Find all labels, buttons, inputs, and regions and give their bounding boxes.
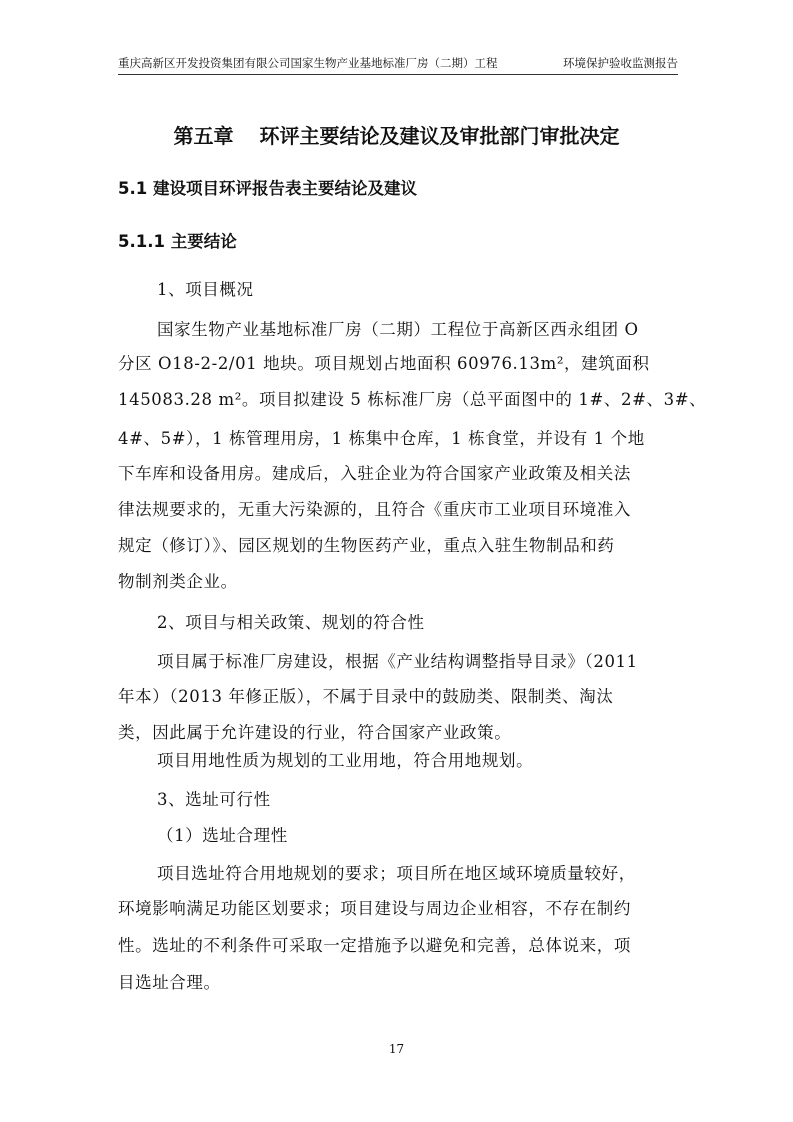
body-line: 1、项目概况 <box>157 280 254 299</box>
body-line: 下车库和设备用房。建成后，入驻企业为符合国家产业政策及相关法 <box>118 464 631 483</box>
body-line: 律法规要求的，无重大污染源的，且符合《重庆市工业项目环境准入 <box>118 500 631 519</box>
body-line: 145083.28 m²。项目拟建设 5 栋标准厂房（总平面图中的 1#、2#、3#、 <box>118 390 707 409</box>
body-line: 物制剂类企业。 <box>118 572 238 591</box>
chapter-title: 环评主要结论及建议及审批部门审批决定 <box>259 124 620 148</box>
body-line: 项目用地性质为规划的工业用地，符合用地规划。 <box>157 751 534 770</box>
section-heading: 5.1 建设项目环评报告表主要结论及建议 <box>118 179 417 198</box>
subsection-heading: 5.1.1 主要结论 <box>118 232 237 251</box>
body-line: 类，因此属于允许建设的行业，符合国家产业政策。 <box>118 723 512 742</box>
body-line: 年本）（2013 年修正版），不属于目录中的鼓励类、限制类、淘汰 <box>118 687 614 706</box>
page-number: 17 <box>388 1042 405 1056</box>
body-line: 3、选址可行性 <box>157 790 271 809</box>
body-line: 项目属于标准厂房建设，根据《产业结构调整指导目录》（2011 <box>157 652 638 671</box>
body-line: 国家生物产业基地标准厂房（二期）工程位于高新区西永组团 O <box>157 320 639 339</box>
body-line: 2、项目与相关政策、规划的符合性 <box>157 613 425 632</box>
body-line: 目选址合理。 <box>118 973 221 992</box>
chapter-number: 第五章 <box>173 124 234 148</box>
header-project-name: 重庆高新区开发投资集团有限公司国家生物产业基地标准厂房（二期）工程 <box>118 56 498 70</box>
body-line: 4#、5#），1 栋管理用房，1 栋集中仓库，1 栋食堂，并设有 1 个地 <box>118 429 645 448</box>
body-line: 环境影响满足功能区划要求；项目建设与周边企业相容，不存在制约 <box>118 899 631 918</box>
header-report-name: 环境保护验收监测报告 <box>563 56 678 70</box>
body-line: 性。选址的不利条件可采取一定措施予以避免和完善，总体说来，项 <box>118 936 631 955</box>
body-line: 规定（修订）》、园区规划的生物医药产业，重点入驻生物制品和药 <box>118 536 615 555</box>
body-line: 分区 O18-2-2/01 地块。项目规划占地面积 60976.13m²，建筑面积 <box>118 354 650 373</box>
chapter-heading <box>0 120 793 149</box>
body-line: （1）选址合理性 <box>157 826 288 845</box>
page-header <box>118 52 678 75</box>
body-line: 项目选址符合用地规划的要求；项目所在地区域环境质量较好， <box>157 864 636 883</box>
